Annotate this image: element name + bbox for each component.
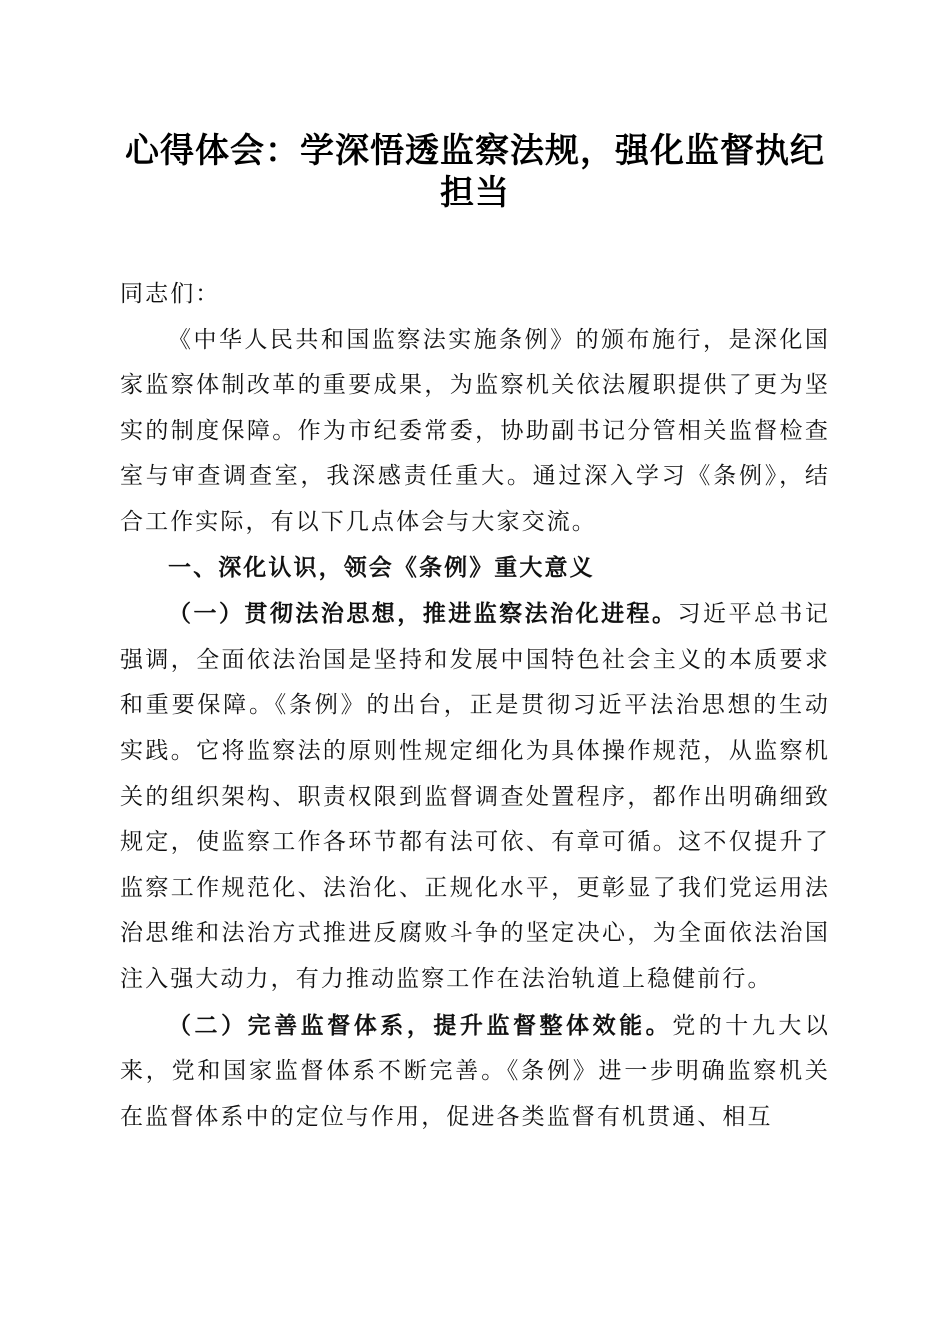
point-one-text: 习近平总书记强调，全面依法治国是坚持和发展中国特色社会主义的本质要求和重要保障。《条例》的出台，正是贯彻习近平法治思想的生动实践。它将监察法的原则性规定细化为具体操作规范，从监察机关的组织架构、职责权限到监督调查处置程序，都作出明确细致规定，使监察工作各环节都有法可依、有章可循。这不仅提升了监察工作规范化、法治化、正规化水平，更彰显了我们党运用法治思维和法治方式推进反腐败斗争的坚定决心，为全面依法治国注入强大动力，有力推动监察工作在法治轨道上稳健前行。 [120,601,830,992]
salutation: 同志们： [120,281,221,307]
point-one-lead: （一）贯彻法治思想，推进监察法治化进程。 [168,600,678,628]
document-title: 心得体会：学深悟透监察法规，强化监督执纪担当 [125,131,825,213]
point-two-paragraph [120,1003,830,1141]
document-page [120,130,830,1140]
point-one-paragraph [120,591,830,1002]
document-body [120,272,830,1140]
point-two-text: 党的十九大以来，党和国家监督体系不断完善。《条例》进一步明确监察机关在监督体系中的定位与作用，促进各类监督有机贯通、相互 [120,1012,830,1130]
section-heading: 一、深化认识，领会《条例》重大意义 [168,554,595,581]
intro-paragraph: 《中华人民共和国监察法实施条例》的颁布施行，是深化国家监察体制改革的重要成果，为监察机关依法履职提供了更为坚实的制度保障。作为市纪委常委，协助副书记分管相关监督检查室与审查调查室，我深感责任重大。通过深入学习《条例》，结合工作实际，有以下几点体会与大家交流。 [120,326,830,535]
point-two-lead: （二）完善监督体系，提升监督整体效能。 [168,1011,673,1039]
